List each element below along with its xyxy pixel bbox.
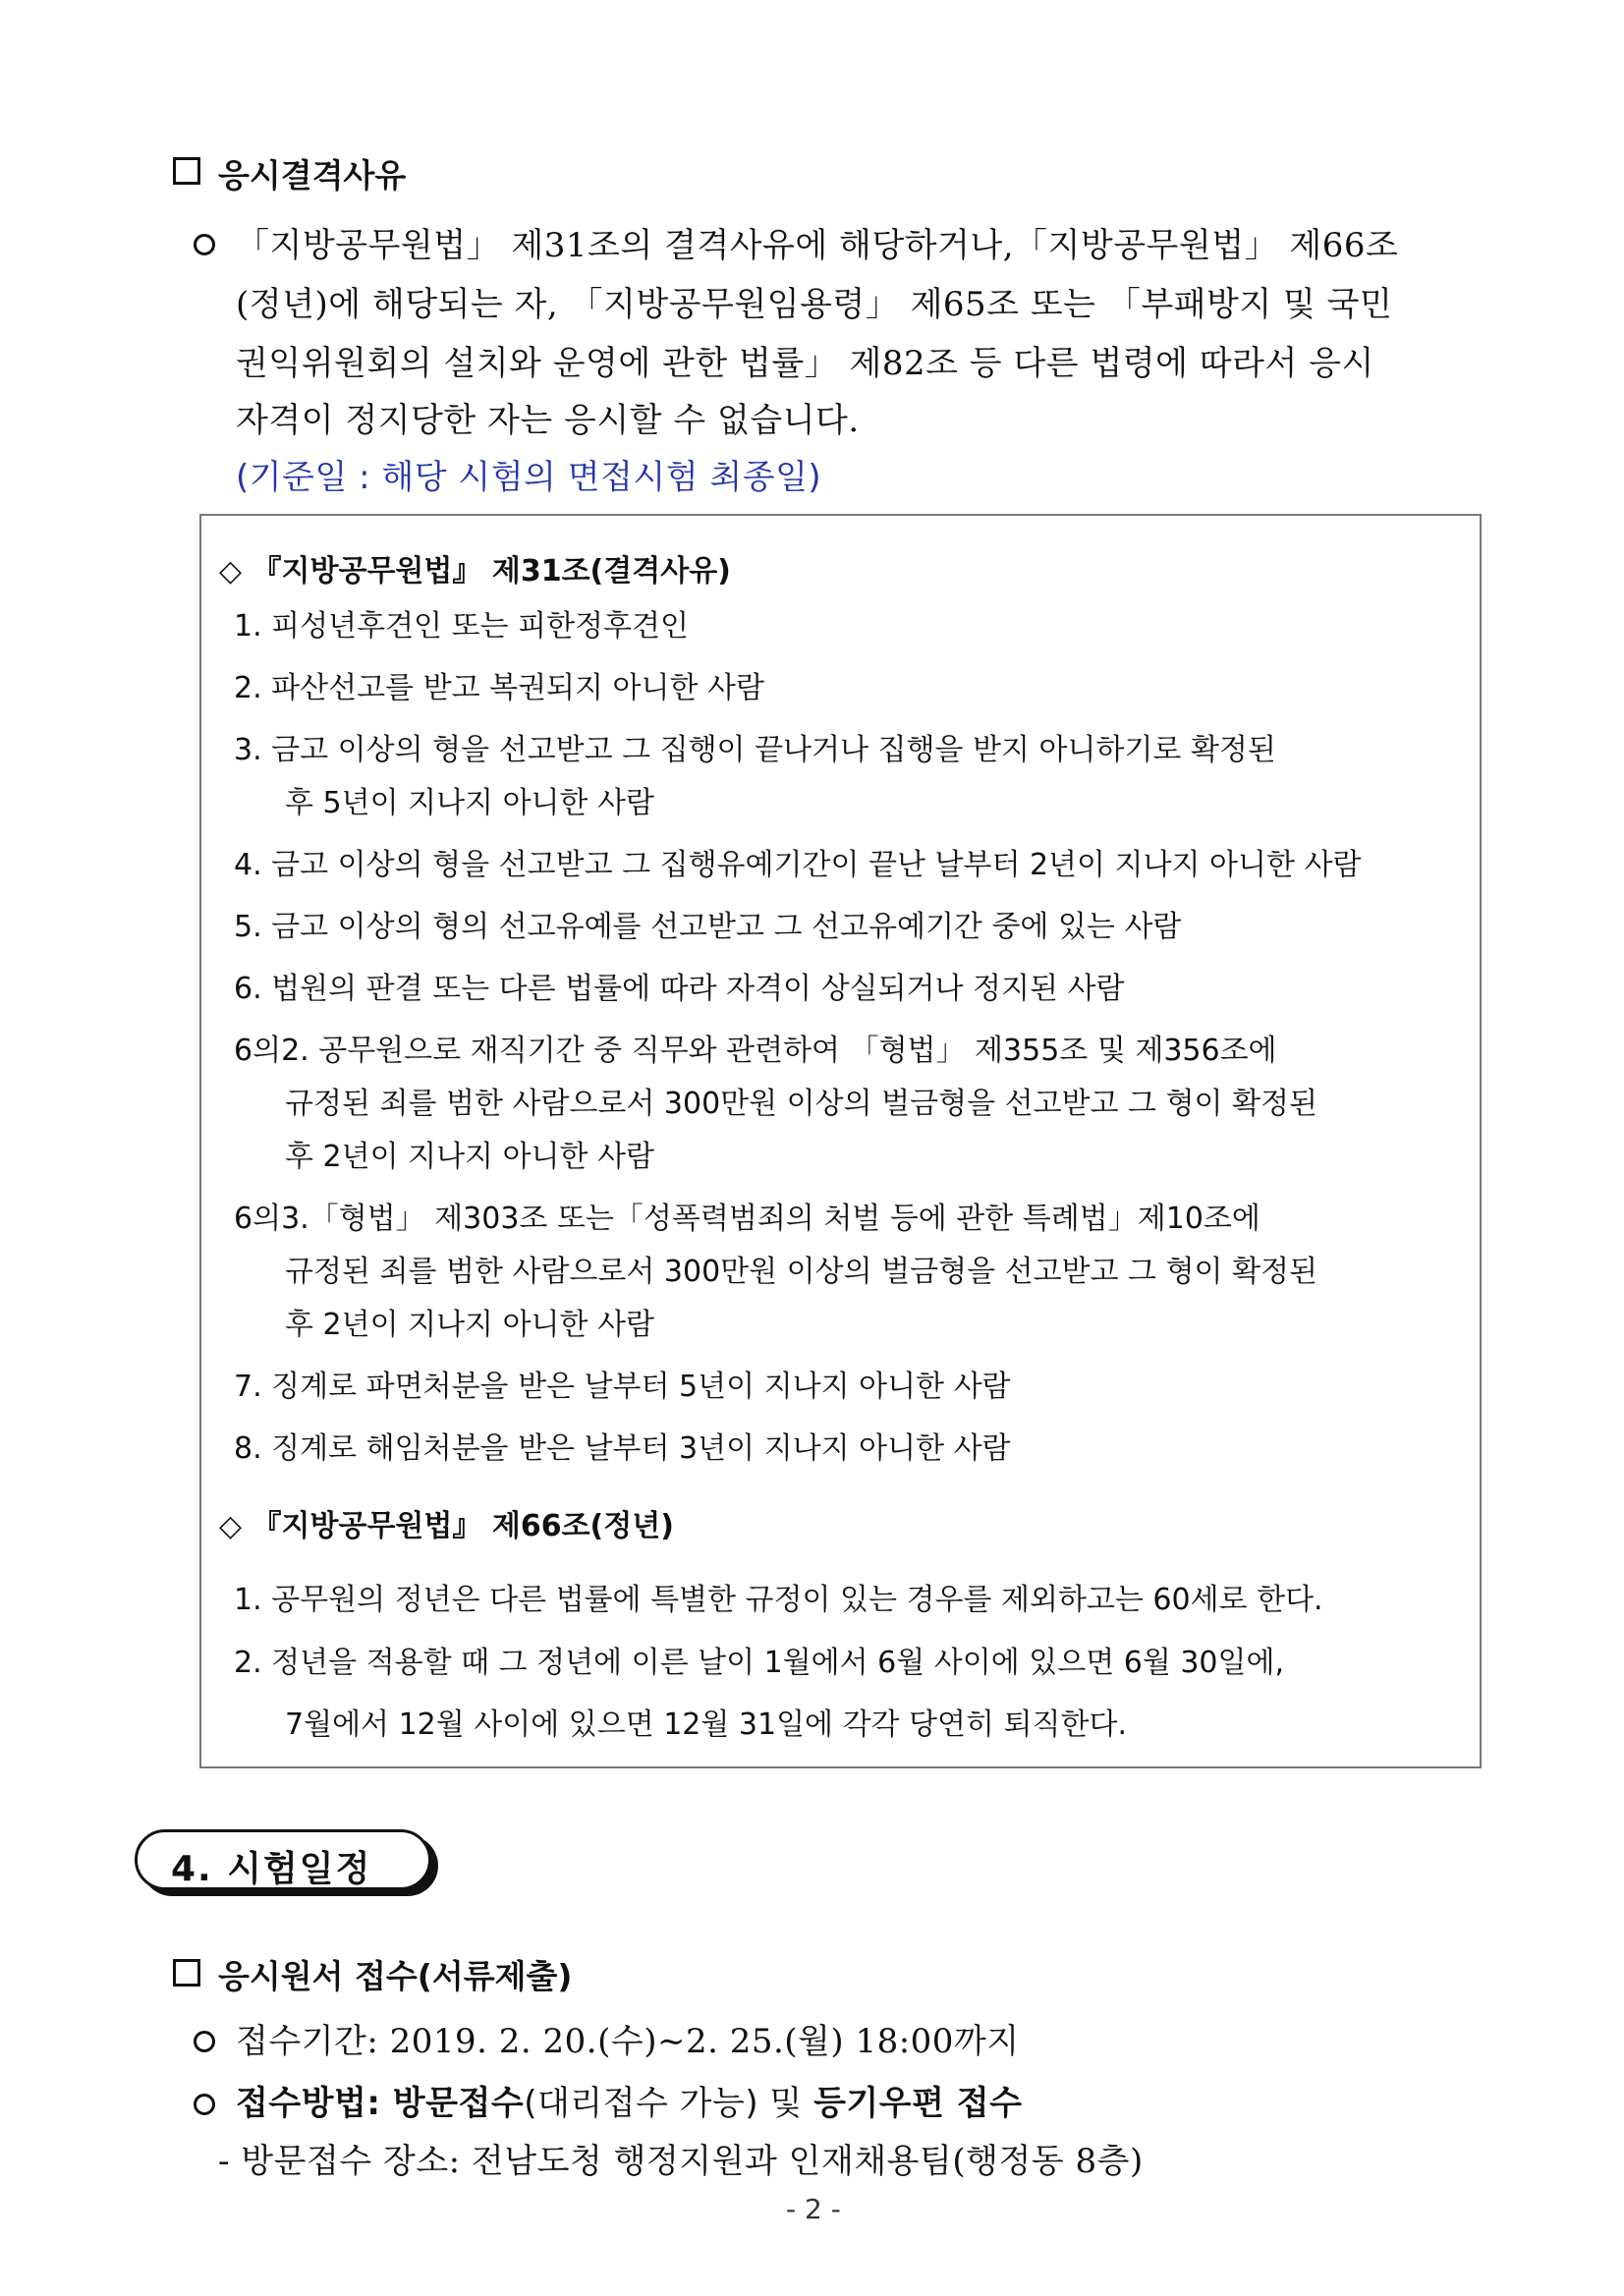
- application-period: 접수기간: 2019. 2. 20.(수)∼2. 25.(월) 18:00까지: [236, 2022, 1020, 2061]
- law-item: 3. 금고 이상의 형을 선고받고 그 집행이 끝나거나 집행을 받지 아니하기로 확정된: [234, 733, 1276, 767]
- method-mid: (대리접수 가능) 및: [524, 2084, 814, 2123]
- paragraph-line-4: 자격이 정지당한 자는 응시할 수 없습니다.: [236, 401, 860, 440]
- law-item-continuation: 규정된 죄를 범한 사람으로서 300만원 이상의 벌금형을 선고받고 그 형이 확정된: [285, 1255, 1318, 1289]
- law-item-continuation: 후 5년이 지나지 아니한 사람: [285, 786, 655, 820]
- section-title: 4. 시험일정: [171, 1849, 372, 1889]
- section-heading-application: 응시원서 접수(서류제출): [218, 1957, 573, 1995]
- law-item: 5. 금고 이상의 형의 선고유예를 선고받고 그 선고유예기간 중에 있는 사람: [234, 910, 1182, 944]
- law-item: 6. 법원의 판결 또는 다른 법률에 따라 자격이 상실되거나 정지된 사람: [234, 972, 1125, 1006]
- application-place: - 방문접수 장소: 전남도청 행정지원과 인재채용팀(행정동 8층): [218, 2142, 1144, 2181]
- bullet-circle-icon: [194, 234, 215, 255]
- section-heading-disqualification: 응시결격사유: [218, 156, 407, 195]
- checkbox-square-icon: [173, 157, 200, 185]
- law-item: 8. 징계로 해임처분을 받은 날부터 3년이 지나지 아니한 사람: [234, 1431, 1011, 1466]
- paragraph-line-2: (정년)에 해당되는 자, 「지방공무원임용령」 제65조 또는 「부패방지 및 국민: [236, 285, 1393, 324]
- law-item: 2. 파산선고를 받고 복권되지 아니한 사람: [234, 671, 764, 705]
- law-item-continuation: 후 2년이 지나지 아니한 사람: [285, 1140, 655, 1174]
- law-item-continuation: 규정된 죄를 범한 사람으로서 300만원 이상의 벌금형을 선고받고 그 형이 확정된: [285, 1087, 1318, 1121]
- reference-date-note: (기준일 : 해당 시험의 면접시험 최종일): [236, 458, 822, 497]
- method-suffix: 등기우편 접수: [813, 2084, 1023, 2123]
- method-prefix: 접수방법: 방문접수: [236, 2084, 525, 2123]
- article-66-heading: ◇ 『지방공무원법』 제66조(정년): [219, 1509, 674, 1543]
- law-item: 7. 징계로 파면처분을 받은 날부터 5년이 지나지 아니한 사람: [234, 1370, 1011, 1404]
- article-31-heading: ◇ 『지방공무원법』 제31조(결격사유): [219, 554, 731, 588]
- law-item: 1. 공무원의 정년은 다른 법률에 특별한 규정이 있는 경우를 제외하고는 60세로 한다.: [234, 1583, 1323, 1617]
- page-number: - 2 -: [786, 2193, 841, 2225]
- law-item: 4. 금고 이상의 형을 선고받고 그 집행유예기간이 끝난 날부터 2년이 지나지 아니한 사람: [234, 848, 1362, 882]
- section-banner: [135, 1829, 431, 1890]
- law-item: 6의3.「형법」 제303조 또는「성폭력범죄의 처벌 등에 관한 특례법」제10조에: [234, 1202, 1260, 1236]
- application-method: [236, 2076, 1022, 2124]
- paragraph-line-3: 권익위원회의 설치와 운영에 관한 법률」 제82조 등 다른 법령에 따라서 응시: [236, 344, 1374, 383]
- law-item: 6의2. 공무원으로 재직기간 중 직무와 관련하여 「형법」 제355조 및 제356조에: [234, 1034, 1277, 1068]
- bullet-circle-icon: [194, 2094, 215, 2115]
- law-item-continuation: 7월에서 12월 사이에 있으면 12월 31일에 각각 당연히 퇴직한다.: [285, 1708, 1127, 1742]
- law-item: 1. 피성년후견인 또는 피한정후견인: [234, 609, 689, 644]
- bullet-circle-icon: [194, 2031, 215, 2052]
- law-item-continuation: 후 2년이 지나지 아니한 사람: [285, 1308, 655, 1342]
- checkbox-square-icon: [173, 1959, 200, 1987]
- paragraph-line-1: 「지방공무원법」 제31조의 결격사유에 해당하거나,「지방공무원법」 제66조: [236, 226, 1399, 265]
- law-item: 2. 정년을 적용할 때 그 정년에 이른 날이 1월에서 6월 사이에 있으면 6월 30일에,: [234, 1646, 1285, 1680]
